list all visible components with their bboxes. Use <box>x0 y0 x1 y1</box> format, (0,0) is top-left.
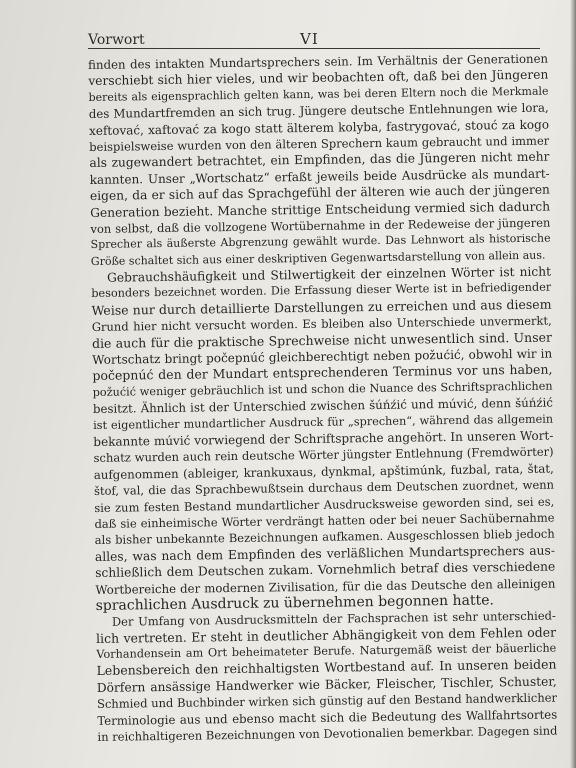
text-line: verschiebt sich hier vieles, und wir beobachten oft, daß bei den Jüngeren <box>88 67 549 89</box>
text-line: des Mundartfremden an sich trug. Jüngere deutsche Entlehnungen wie lora, <box>88 100 549 122</box>
text-line: Vorhandensein am Ort beheimateter Berufe. Naturgemäß weist der bäuerliche <box>96 641 557 662</box>
text-line: Lebensbereich den reichhaltigsten Wortbestand auf. In unseren beiden <box>96 656 557 679</box>
text-line: in reichhaltigeren Bezeichnungen von Devotionalien bemerkbar. Dagegen sind <box>97 723 558 744</box>
text-line: besonders bezeichnet worden. Die Erfassung dieser Werte ist in befriedigender <box>91 281 552 301</box>
text-line: Dörfern ansässige Handwerker wie Bäcker, Fleischer, Tischler, Schuster, <box>96 674 557 695</box>
text-line: schatz wurden auch rein deutsche Wörter jüngster Entlehnung (Fremdwörter) <box>93 444 554 466</box>
text-line: Der Umfang von Ausdrucksmitteln der Fachsprachen ist sehr unterschied- <box>111 608 556 630</box>
text-line: alles, was nach dem Empfinden des verläßlichen Mundartsprechers aus- <box>94 543 556 564</box>
text-line: Terminologie aus und ebenso macht sich die Bedeutung des Wallfahrtsortes <box>97 707 558 728</box>
text-line: als bisher unbekannte Bezeichnungen aufkamen. Ausgeschlossen blieb jedoch <box>94 526 555 548</box>
text-line: sprachlichen Ausdruck zu übernehmen begonnen hatte. <box>95 592 495 614</box>
text-line: Gebrauchshäufigkeit und Stilwertigkeit der einzelnen Wörter ist nicht <box>106 264 552 285</box>
text-line: aufgenommen (ableiger, krankuxaus, dynkmal, apštimúnk, fuzbal, rata, štat, <box>93 461 554 482</box>
text-line: lich vertreten. Er steht in deutlicher Abhängigkeit von dem Fehlen oder <box>96 624 557 646</box>
text-line: schließlich dem Deutschen zukam. Vornehmlich betraf dies verschiedene <box>95 559 556 581</box>
text-line: požućić weniger gebräuchlich ist und schon die Nuance des Schriftsprachlichen <box>92 379 553 399</box>
text-line: Größe schaltet sich aus einer deskriptiven Gegenwartsdarstellung von allein aus. <box>90 248 546 268</box>
text-line: finden des intakten Mundartsprechers sein. Im Verhältnis der Generationen <box>88 51 549 72</box>
text-line: Schmied und Buchbinder wirken sich günstig auf den Bestand handwerklicher <box>96 690 558 712</box>
text-line: xeftovać, xaftovać za kogo statt älterem kolyba, fastrygovać, stouć za kogo <box>88 117 550 138</box>
text-line: ist eigentlicher mundartlicher Ausdruck für „sprechen“, während das allgemein <box>93 412 554 432</box>
text-line: die auch für die praktische Sprechweise nicht unwesentlich sind. Unser <box>91 329 553 351</box>
page-header <box>88 30 538 50</box>
text-line: Generation bezieht. Manche strittige Entscheidung vermied sich dadurch <box>90 199 551 220</box>
text-line: štof, val, die das Sprachbewußtsein durchaus dem Deutschen zuordnet, wenn <box>93 477 555 499</box>
text-line: Sprecher als äußerste Abgrenzung gewählt wurde. Das Lehnwort als historische <box>90 231 551 252</box>
text-line: Grund hier nicht versucht worden. Es bleiben also Unterschiede unvermerkt, <box>91 313 552 335</box>
text-line: bereits als eigensprachlich gelten kann, was bei deren Eltern noch die Merkmale <box>88 84 549 104</box>
body-text <box>88 51 562 746</box>
text-line: von selbst, daß die vollzogene Wortübernahme in der Redeweise der jüngeren <box>90 215 551 236</box>
text-line: eigen, da er sich auf das Sprachgefühl der älteren wie auch der jüngeren <box>89 182 550 204</box>
text-line: als zugewandert betrachtet, ein Empfinden, das die Jüngeren nicht mehr <box>89 149 550 171</box>
text-line: sie zum festen Bestand mundartlicher Ausdrucksweise geworden sind, sei es, <box>94 494 555 515</box>
text-line: besitzt. Ähnlich ist der Unterschied zwischen šúńźić und múvić, denn šúńźić <box>92 395 553 417</box>
text-line: Wortbereiche der modernen Zivilisation, für die das Deutsche den alleinigen <box>95 576 556 597</box>
text-line: Weise nur durch detaillierte Darstellungen zu erreichen und aus diesem <box>91 296 552 318</box>
header-rule <box>88 48 540 49</box>
text-line: počepnúć den der Mundart entsprechenderen Terminus vor uns haben, <box>92 361 553 384</box>
text-line: beispielsweise wurden von den älteren Sprechern kaum gebraucht und immer <box>89 133 550 154</box>
text-line: bekannte múvić vorwiegend der Schriftsprache angehört. In unseren Wort- <box>93 428 554 449</box>
running-head: Vorwort <box>88 32 145 48</box>
text-line: daß sie einheimische Wörter verdrängt hatten oder bei neuer Sachübernahme <box>94 510 555 531</box>
text-line: Wortschatz bringt počepnúć gleichberechtigt neben požućić, obwohl wir in <box>92 346 553 368</box>
text-line: kannten. Unser „Wortschatz“ erfaßt jeweils beide Ausdrücke als mundart- <box>89 166 550 187</box>
page-number: VI <box>300 30 319 48</box>
